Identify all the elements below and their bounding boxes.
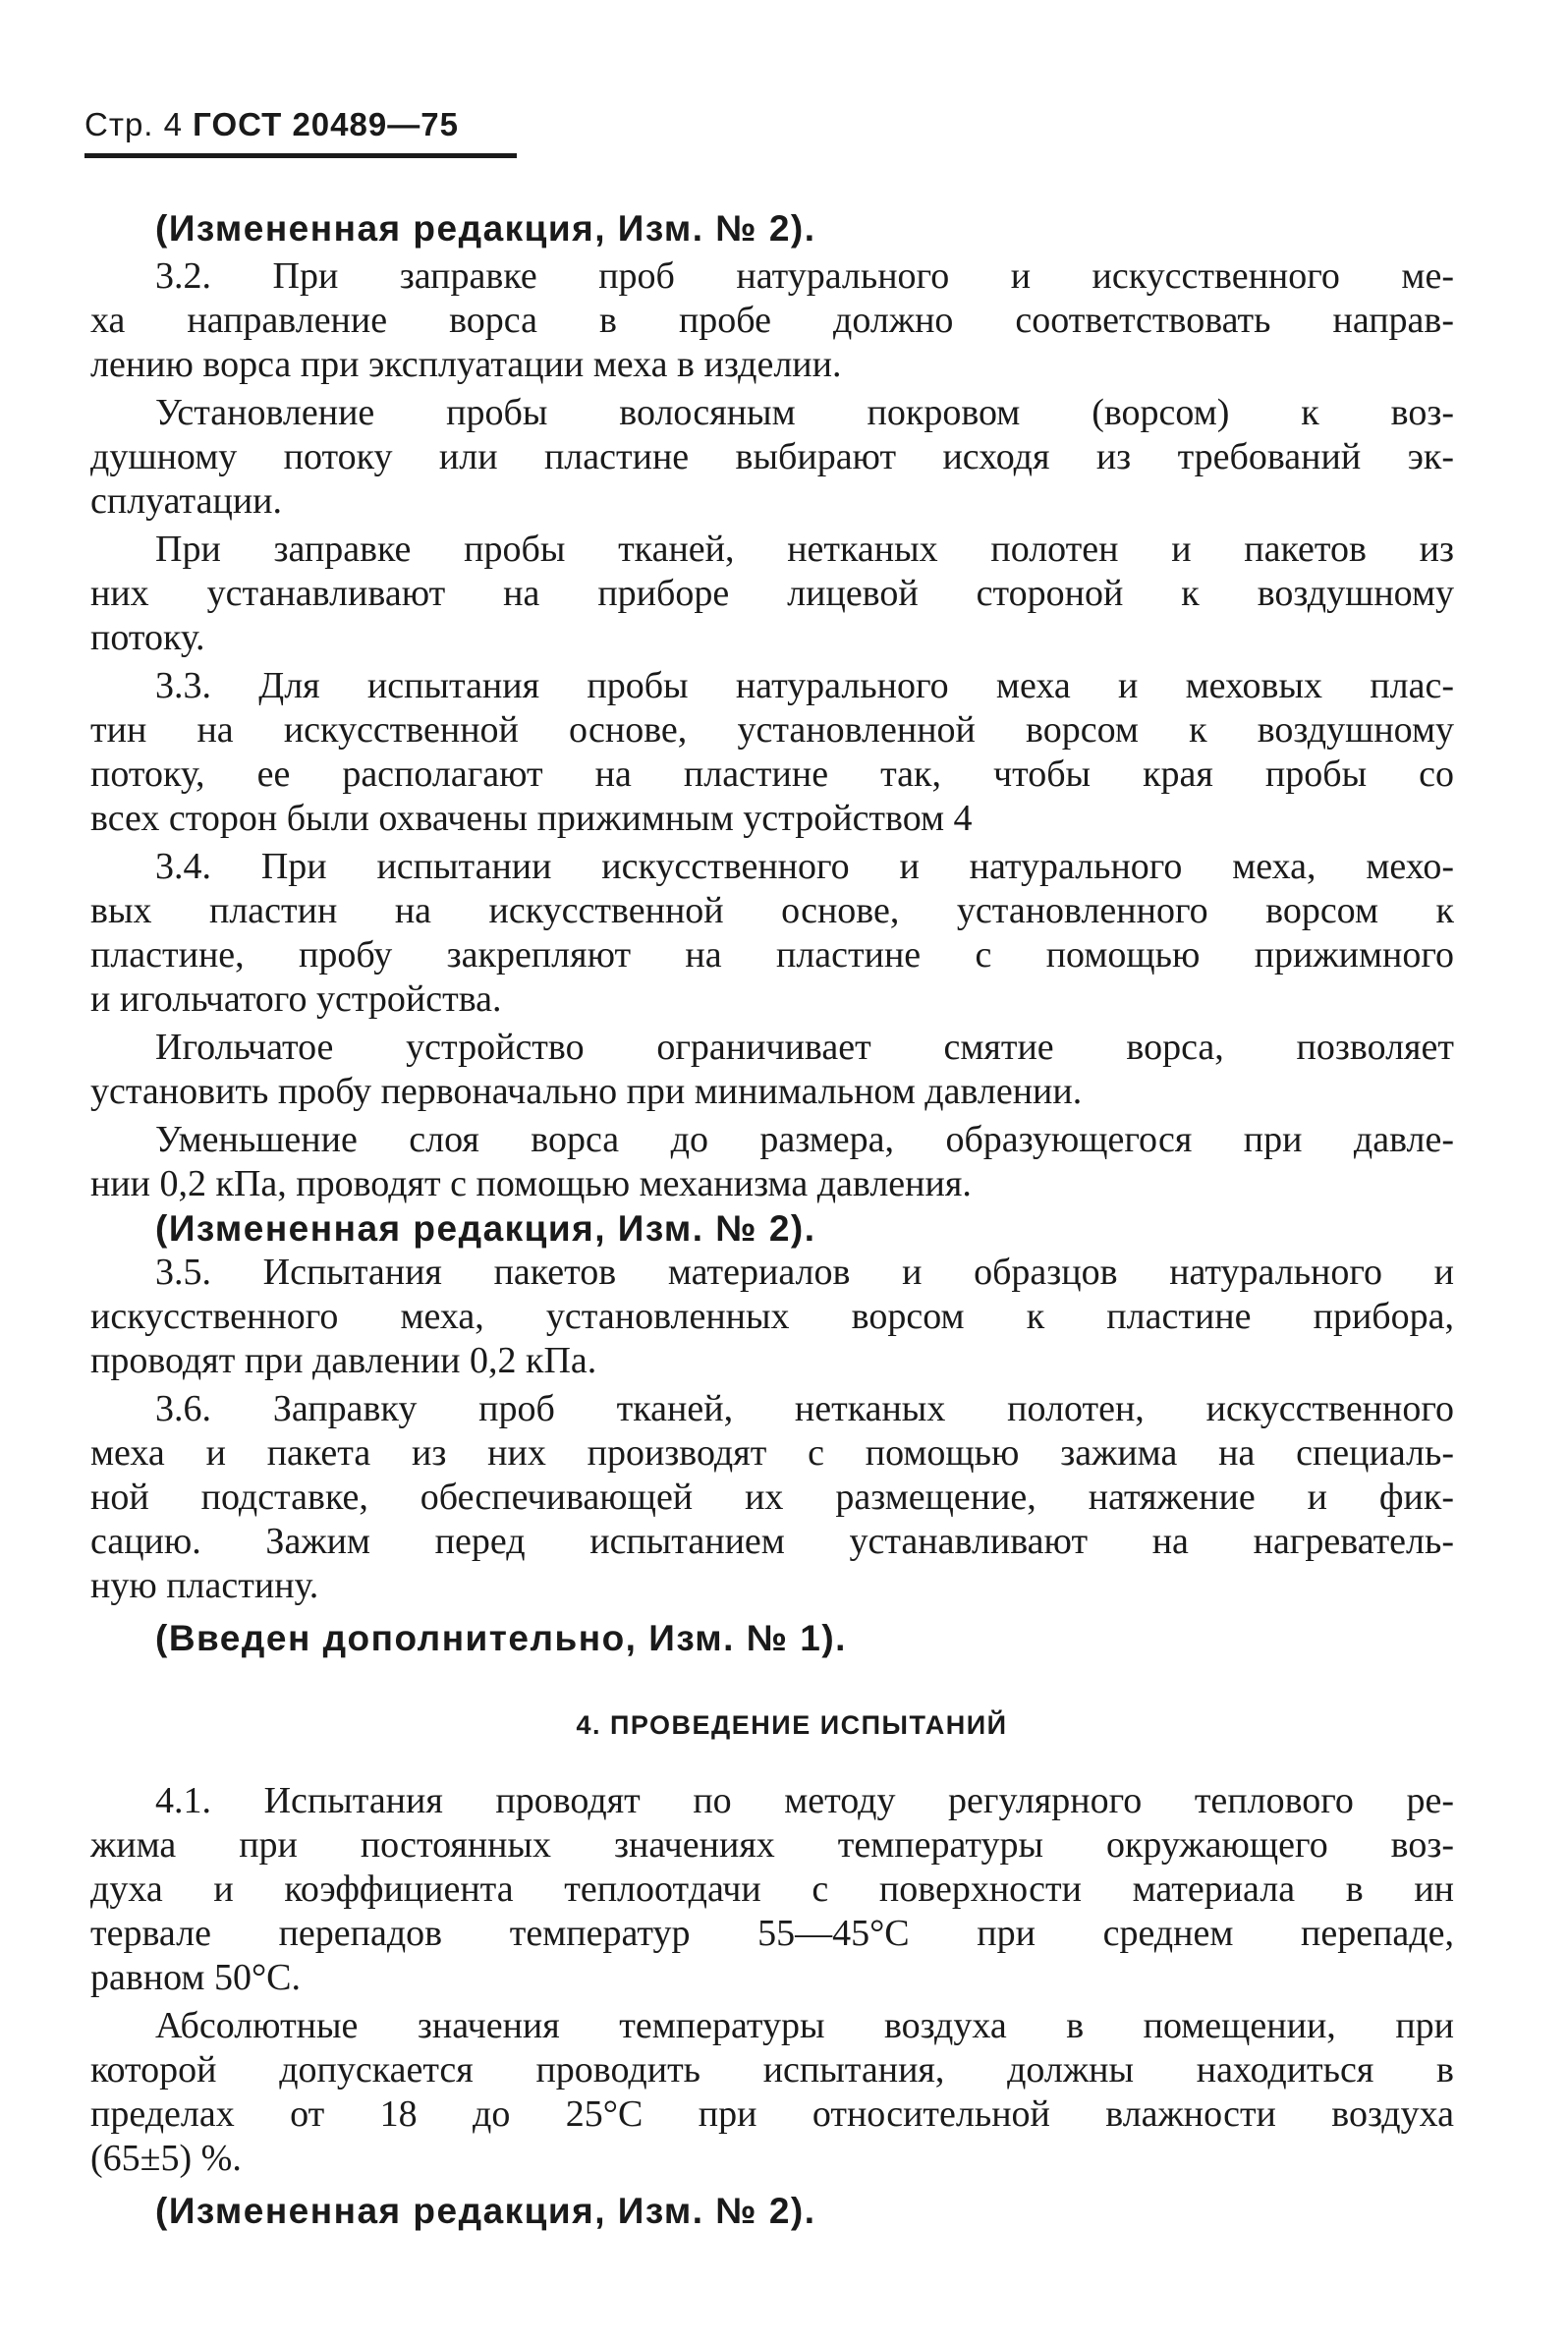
text-line: 3.5. Испытания пакетов материалов и образцов натурального и (155, 1252, 1454, 1293)
text-line: пластине, пробу закрепляют на пластине с помощью прижимного (90, 934, 1454, 976)
running-header (84, 106, 459, 143)
page-number: Стр. 4 (84, 106, 183, 142)
text-line: душному потоку или пластине выбирают исходя из требований эк- (90, 436, 1454, 477)
text-line: Абсолютные значения температуры воздуха в помещении, при (155, 2005, 1454, 2046)
text-line: которой допускается проводить испытания, должны находиться в (90, 2049, 1454, 2091)
paragraph-absolute (90, 2004, 1454, 2181)
text-line: меха и пакета из них производят с помощью зажима на специаль- (90, 1432, 1454, 1474)
text-line: 3.4. При испытании искусственного и натурального меха, мехо- (155, 846, 1454, 887)
text-line: жима при постоянных значениях температуры окружающего воз- (90, 1824, 1454, 1866)
text-line: тин на искусственной основе, установленной ворсом к воздушному (90, 709, 1454, 751)
text-line: сацию. Зажим перед испытанием устанавливают на нагреватель- (90, 1521, 1454, 1562)
text-line: Игольчатое устройство ограничивает смятие ворса, позволяет (155, 1027, 1454, 1068)
text-line: проводят при давлении 0,2 кПа. (90, 1340, 597, 1381)
text-line: всех сторон были охвачены прижимным устройством 4 (90, 798, 973, 839)
paragraph-install (90, 391, 1454, 524)
text-line: искусственного меха, установленных ворсом к пластине прибора, (90, 1296, 1454, 1337)
text-line: ную пластину. (90, 1565, 319, 1606)
text-line: установить пробу первоначально при минимальном давлении. (90, 1071, 1083, 1112)
text-line: вых пластин на искусственной основе, установленного ворсом к (90, 890, 1454, 931)
header-rule (84, 153, 517, 158)
amendment-note: (Введен дополнительно, Изм. № 1). (155, 1618, 847, 1658)
paragraph-3-6 (90, 1387, 1454, 1608)
amendment-note: (Измененная редакция, Изм. № 2). (155, 2191, 816, 2231)
standard-number: ГОСТ 20489—75 (193, 106, 459, 142)
text-line: сплуатации. (90, 480, 282, 522)
text-line: духа и коэффициента теплоотдачи с поверхности материала в ин (90, 1868, 1454, 1910)
text-line: (65±5) %. (90, 2138, 242, 2179)
text-line: равном 50°С. (90, 1957, 302, 1998)
text-line: При заправке пробы тканей, нетканых полотен и пакетов из (155, 529, 1454, 570)
amendment-note: (Измененная редакция, Изм. № 2). (155, 1208, 816, 1249)
text-line: Установление пробы волосяным покровом (ворсом) к воз- (155, 392, 1454, 433)
text-line: потоку. (90, 617, 205, 658)
text-line: ха направление ворса в пробе должно соответствовать направ- (90, 300, 1454, 341)
text-line: 3.6. Заправку проб тканей, нетканых полотен, искусственного (155, 1388, 1454, 1429)
text-line: ной подставке, обеспечивающей их размещение, натяжение и фик- (90, 1477, 1454, 1518)
paragraph-3-5 (90, 1251, 1454, 1383)
paragraph-3-2 (90, 254, 1454, 387)
text-line: потоку, ее располагают на пластине так, чтобы края пробы со (90, 753, 1454, 795)
text-line: и игольчатого устройства. (90, 978, 502, 1020)
text-line: лению ворса при эксплуатации меха в изделии. (90, 344, 842, 385)
text-line: Уменьшение слоя ворса до размера, образующегося при давле- (155, 1119, 1454, 1160)
text-line: них устанавливают на приборе лицевой стороной к воздушному (90, 573, 1454, 614)
paragraph-fabric (90, 528, 1454, 660)
amendment-note: (Измененная редакция, Изм. № 2). (155, 208, 816, 249)
text-line: 3.3. Для испытания пробы натурального меха и меховых плас- (155, 665, 1454, 706)
text-line: пределах от 18 до 25°С при относительной влажности воздуха (90, 2093, 1454, 2135)
paragraph-3-4 (90, 845, 1454, 1022)
paragraph-needle (90, 1026, 1454, 1114)
paragraph-reduce (90, 1118, 1454, 1206)
text-line: нии 0,2 кПа, проводят с помощью механизма давления. (90, 1163, 972, 1204)
section-title: 4. ПРОВЕДЕНИЕ ИСПЫТАНИЙ (576, 1710, 1008, 1740)
text-line: 3.2. При заправке проб натурального и искусственного ме- (155, 255, 1454, 297)
text-line: 4.1. Испытания проводят по методу регулярного теплового ре- (155, 1780, 1454, 1821)
body-text (90, 206, 1454, 2233)
paragraph-3-3 (90, 664, 1454, 841)
paragraph-4-1 (90, 1779, 1454, 2000)
text-line: тервале перепадов температур 55—45°С при среднем перепаде, (90, 1913, 1454, 1954)
